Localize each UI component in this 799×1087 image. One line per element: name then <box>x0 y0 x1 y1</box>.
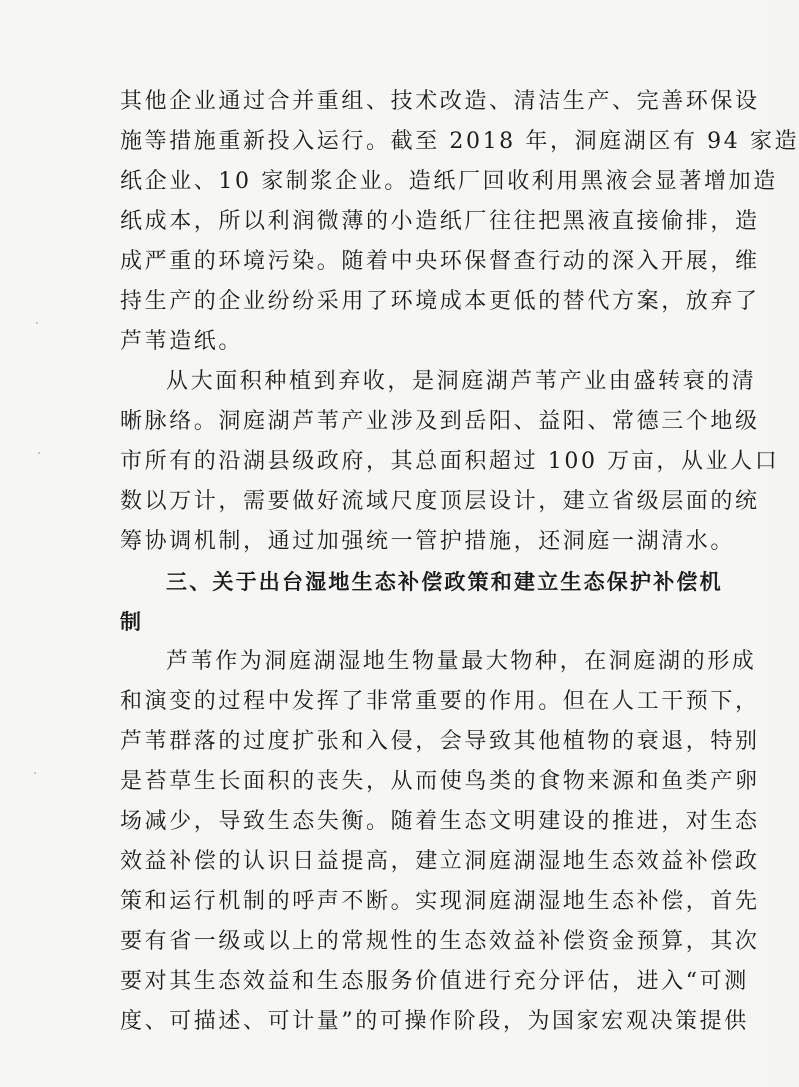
paragraph-3-line-3: 芦苇群落的过度扩张和入侵，会导致其他植物的衰退，特别 <box>120 729 760 754</box>
paragraph-1-line-4: 纸成本，所以利润微薄的小造纸厂往往把黑液直接偷排，造 <box>120 209 760 234</box>
paragraph-2-line-4: 数以万计，需要做好流域尺度顶层设计，建立省级层面的统 <box>120 489 760 514</box>
paragraph-3-line-10: 度、可描述、可计量”的可操作阶段，为国家宏观决策提供 <box>120 1009 749 1034</box>
section-heading-line-2: 制 <box>120 610 144 634</box>
paragraph-1-line-6: 持生产的企业纷纷采用了环境成本更低的替代方案，放弃了 <box>120 289 760 314</box>
paragraph-3-line-7: 策和运行机制的呼声不断。实现洞庭湖湿地生态补偿，首先 <box>120 889 760 914</box>
scan-speck <box>34 772 36 774</box>
paragraph-3-line-9: 要对其生态效益和生态服务价值进行充分评估，进入“可测 <box>120 969 749 994</box>
paragraph-2-line-3: 市所有的沿湖县级政府，其总面积超过 100 万亩，从业人口 <box>120 449 780 474</box>
paragraph-1-line-5: 成严重的环境污染。随着中央环保督查行动的深入开展，维 <box>120 249 760 274</box>
paragraph-1-line-2: 施等措施重新投入运行。截至 2018 年，洞庭湖区有 94 家造 <box>120 129 799 154</box>
paragraph-1-line-7: 芦苇造纸。 <box>120 329 244 354</box>
paragraph-2-line-1: 从大面积种植到弃收，是洞庭湖芦苇产业由盛转衰的清 <box>166 369 757 394</box>
paragraph-3-line-8: 要有省一级或以上的常规性的生态效益补偿资金预算，其次 <box>120 929 760 954</box>
paragraph-3-line-6: 效益补偿的认识日益提高，建立洞庭湖湿地生态效益补偿政 <box>120 849 760 874</box>
scan-speck <box>36 322 38 324</box>
paragraph-3-line-4: 是苔草生长面积的丧失，从而使鸟类的食物来源和鱼类产卵 <box>120 769 760 794</box>
paragraph-3-line-2: 和演变的过程中发挥了非常重要的作用。但在人工干预下， <box>120 689 760 714</box>
section-heading-line-1: 三、关于出台湿地生态补偿政策和建立生态保护补偿机 <box>166 570 723 594</box>
paragraph-2-line-2: 晰脉络。洞庭湖芦苇产业涉及到岳阳、益阳、常德三个地级 <box>120 409 760 434</box>
scan-speck <box>38 452 40 454</box>
paragraph-3-line-5: 场减少，导致生态失衡。随着生态文明建设的推进，对生态 <box>120 809 760 834</box>
paragraph-1-line-1: 其他企业通过合并重组、技术改造、清洁生产、完善环保设 <box>120 89 760 114</box>
paragraph-3-line-1: 芦苇作为洞庭湖湿地生物量最大物种，在洞庭湖的形成 <box>166 649 757 674</box>
paragraph-1-line-3: 纸企业、10 家制浆企业。造纸厂回收利用黑液会显著增加造 <box>120 169 778 194</box>
paragraph-2-line-5: 筹协调机制，通过加强统一管护措施，还洞庭一湖清水。 <box>120 529 736 554</box>
